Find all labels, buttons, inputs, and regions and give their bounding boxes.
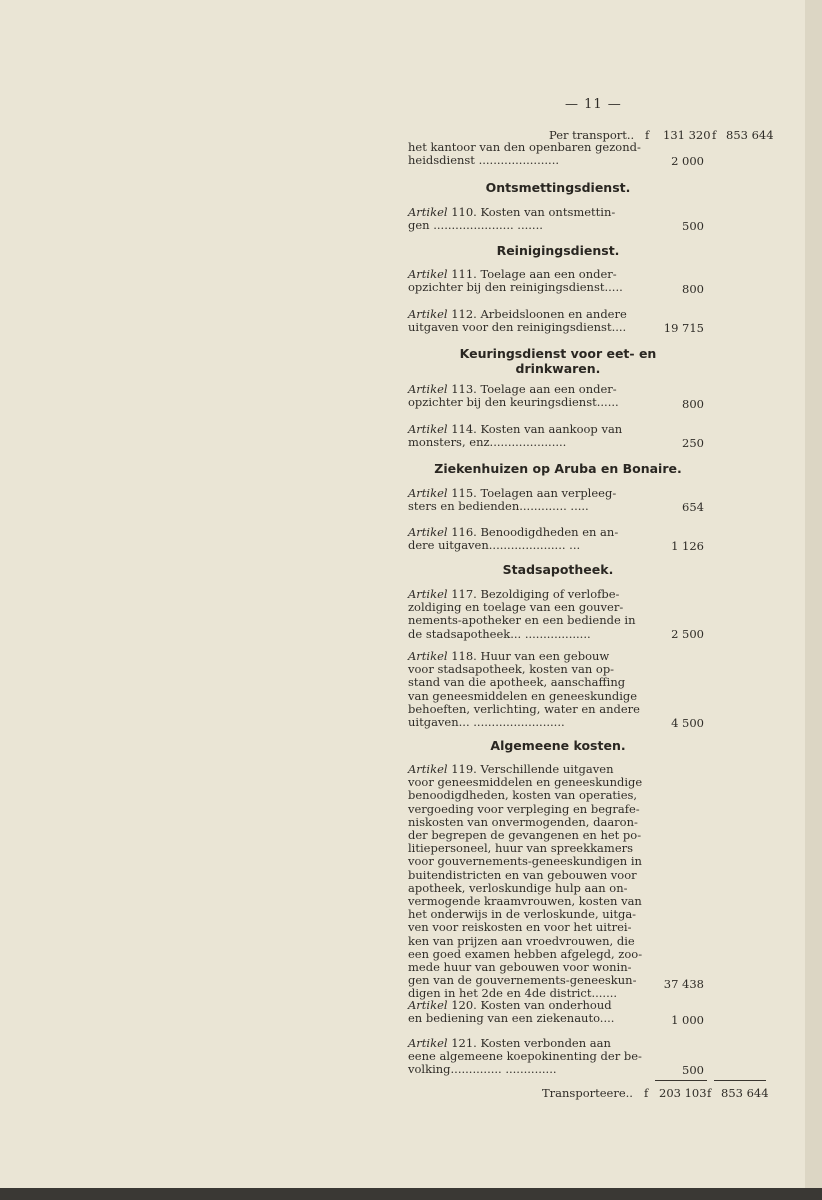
article-label: Artikel [408,205,448,219]
article-text: 110. Kosten van ontsmettin- [447,205,616,219]
article-116-amount: 1 126 [671,539,704,553]
transporteere-f2: f [707,1086,712,1100]
article-label: Artikel [408,382,448,396]
article-text: monsters, enz..................... [408,435,567,450]
article-text: zoldiging en toelage van een gouver- [408,600,624,615]
article-text: ken van prijzen aan vroedvrouwen, die [408,933,635,948]
sum-rule [714,1080,766,1081]
article-114 [408,423,638,449]
article-119 [408,762,643,1001]
article-120 [408,999,638,1025]
article-112-amount: 19 715 [663,321,704,335]
article-text: uitgaven... ......................... [408,715,565,730]
per-transport-label: Per transport.. [549,128,635,142]
article-text: gen van de gouvernements-geneeskun- [408,973,637,988]
article-117-amount: 2 500 [671,627,704,641]
article-text: 118. Huur van een gebouw [447,649,610,663]
article-115-amount: 654 [682,500,704,514]
article-label: Artikel [408,762,448,776]
per-transport-f1: f [645,128,650,142]
article-text: 121. Kosten verbonden aan [447,1036,611,1050]
article-110-amount: 500 [682,219,704,233]
article-text: uitgaven voor den reinigingsdienst.... [408,320,627,335]
article-111-amount: 800 [682,282,704,296]
article-text: vermogende kraamvrouwen, kosten van [408,894,642,909]
section-heading-algemeene: Algemeene kosten. [490,738,626,753]
article-text: voor stadsapotheek, kosten van op- [408,662,615,677]
article-text: apotheek, verloskundige hulp aan on- [408,880,628,895]
article-label: Artikel [408,525,448,539]
transporteere-f1: f [644,1086,649,1100]
article-121 [408,1036,642,1077]
page-number: — 11 — [565,97,622,112]
article-text: benoodigdheden, kosten van operaties, [408,788,638,803]
transporteere-value-2: 853 644 [721,1086,769,1100]
article-label: Artikel [408,267,448,281]
section-heading-keuring [408,346,708,376]
article-text: het onderwijs in de verloskunde, uitga- [408,907,637,922]
article-118-amount: 4 500 [671,716,704,730]
article-116 [408,526,638,552]
article-text: dere uitgaven..................... ... [408,538,581,553]
article-text: voor gouvernements-geneeskundigen in [408,854,642,869]
article-117 [408,588,638,641]
article-text: een goed examen hebben afgelegd, zoo- [408,946,643,961]
article-text: 119. Verschillende uitgaven [447,762,614,776]
article-text: stand van die apotheek, aanschaffing [408,675,626,690]
article-label: Artikel [408,998,448,1012]
article-label: Artikel [408,1036,448,1050]
article-text: vergoeding voor verpleging en begrafe- [408,801,640,816]
intro-amount: 2 000 [671,154,704,168]
section-heading-ontsmetting: Ontsmettingsdienst. [485,180,631,195]
article-text: 114. Kosten van aankoop van [447,422,623,436]
article-119-amount: 37 438 [663,977,704,991]
scan-border [0,1188,822,1200]
article-label: Artikel [408,649,448,663]
article-text: 115. Toelagen aan verpleeg- [447,486,617,500]
per-transport-value-2: 853 644 [726,128,774,142]
article-text: gen ...................... ....... [408,218,543,233]
per-transport-value-1: 131 320 [663,128,711,142]
article-text: opzichter bij den keuringsdienst...... [408,395,619,410]
article-115 [408,487,638,513]
article-text: mede huur van gebouwen voor wonin- [408,960,632,975]
page-edge [805,0,822,1188]
article-text: 113. Toelage aan een onder- [447,382,617,396]
section-heading-line: Keuringsdienst voor eet- en [459,346,657,361]
article-113-amount: 800 [682,397,704,411]
section-heading-stadsapotheek: Stadsapotheek. [502,562,614,577]
article-120-amount: 1 000 [671,1013,704,1027]
article-112 [408,308,638,334]
article-label: Artikel [408,422,448,436]
article-114-amount: 250 [682,436,704,450]
article-text: nements-apotheker en een bediende in [408,613,636,628]
transporteere-value-1: 203 103 [659,1086,707,1100]
article-text: ven voor reiskosten en voor het uitrei- [408,920,632,935]
article-text: 117. Bezoldiging of verlofbe- [447,587,620,601]
intro-line: het kantoor van den openbaren gezond- [408,140,641,154]
sum-rule [655,1080,707,1081]
intro-line: heidsdienst ...................... [408,153,560,168]
article-text: der begrepen de gevangenen en het po- [408,828,642,843]
article-text: 111. Toelage aan een onder- [447,267,617,281]
article-text: 120. Kosten van onderhoud [447,998,612,1012]
article-text: niskosten van onvermogenden, daaron- [408,814,638,829]
article-118 [408,650,638,729]
article-text: sters en bedienden............. ..... [408,499,589,514]
article-text: en bediening van een ziekenauto.... [408,1011,615,1026]
article-text: de stadsapotheek... .................. [408,626,591,641]
per-transport-f2: f [712,128,717,142]
article-110 [408,206,638,232]
section-heading-reiniging: Reinigingsdienst. [496,243,620,258]
article-121-amount: 500 [682,1063,704,1077]
article-text: volking.............. .............. [408,1062,557,1077]
article-label: Artikel [408,486,448,500]
article-text: litiepersoneel, huur van spreekkamers [408,841,634,856]
article-text: opzichter bij den reinigingsdienst..... [408,280,623,295]
article-text: 116. Benoodigdheden en an- [447,525,619,539]
article-text: behoeften, verlichting, water en andere [408,701,640,716]
article-111 [408,268,638,294]
article-113 [408,383,638,409]
article-label: Artikel [408,307,448,321]
transporteere-label: Transporteere.. [542,1086,633,1100]
article-text: digen in het 2de en 4de district....... [408,986,618,1001]
article-text: buitendistricten en van gebouwen voor [408,867,637,882]
article-text: voor geneesmiddelen en geneeskundige [408,775,643,790]
section-heading-line: drinkwaren. [515,361,601,376]
article-text: 112. Arbeidsloonen en andere [447,307,627,321]
article-text: van geneesmiddelen en geneeskundige [408,688,638,703]
intro-entry [408,140,641,168]
article-text: eene algemeene koepokinenting der be- [408,1049,642,1064]
section-heading-ziekenhuizen: Ziekenhuizen op Aruba en Bonaire. [434,461,682,476]
article-label: Artikel [408,587,448,601]
